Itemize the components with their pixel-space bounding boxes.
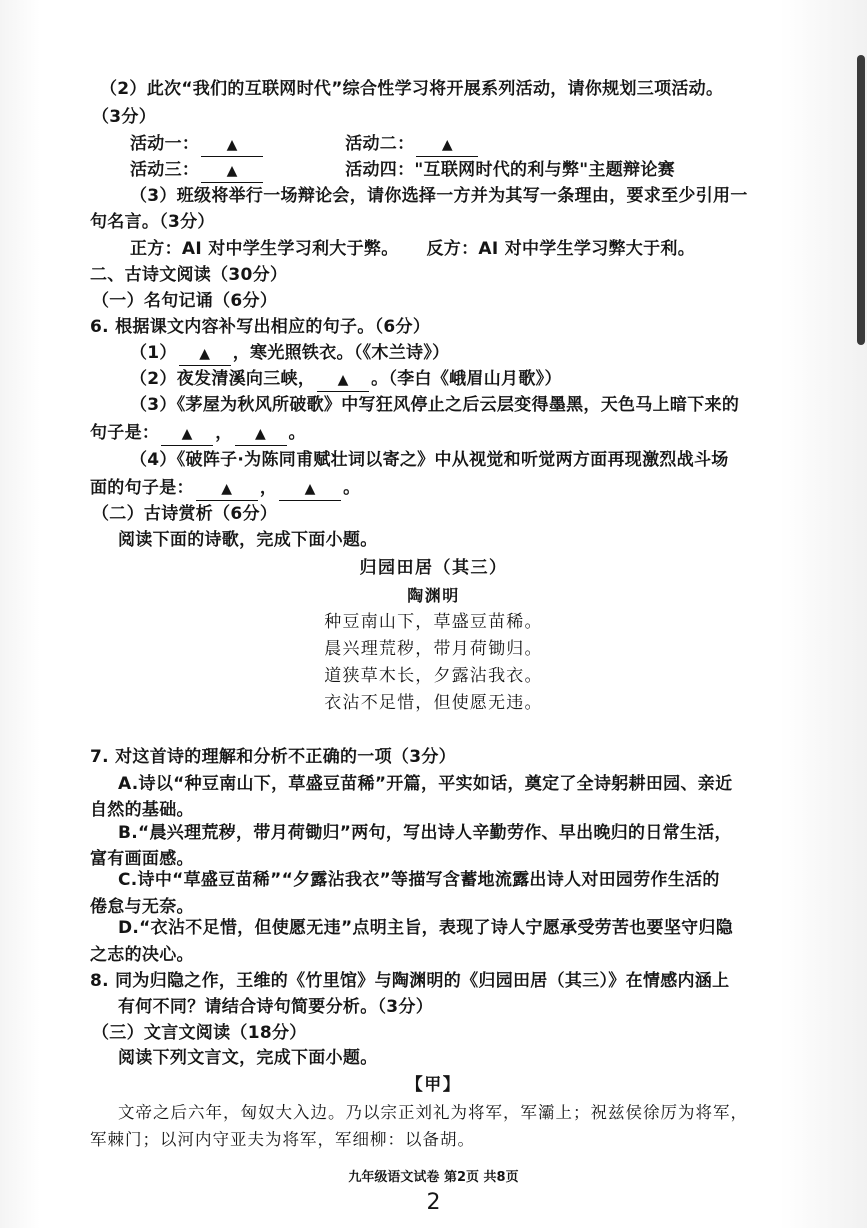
q6-stem: 6. 根据课文内容补写出相应的句子。（6分） bbox=[90, 317, 431, 337]
triangle-icon: ▲ bbox=[226, 137, 238, 153]
poem-line: 晨兴理荒秽，带月荷锄归。 bbox=[324, 639, 543, 659]
q6-2-blank[interactable] bbox=[317, 368, 369, 392]
activity-2-label: 活动二： bbox=[345, 134, 415, 154]
q7-option-a-line1: A.诗以“种豆南山下，草盛豆苗稀”开篇，平实如话，奠定了全诗躬耕田园、亲近 bbox=[118, 774, 733, 794]
q5-part3-line2: 句名言。（3分） bbox=[90, 212, 215, 232]
activity-3-blank[interactable] bbox=[201, 159, 263, 183]
q6-4a-blank[interactable] bbox=[196, 477, 258, 501]
triangle-icon: ▲ bbox=[441, 137, 453, 153]
passage-jia-line2: 军棘门；以河内守亚夫为将军，军细柳：以备胡。 bbox=[90, 1130, 475, 1149]
section2-title: 二、古诗文阅读（30分） bbox=[90, 265, 288, 285]
scrollbar[interactable] bbox=[857, 55, 865, 345]
triangle-icon: ▲ bbox=[254, 426, 267, 442]
poem-instruction: 阅读下面的诗歌，完成下面小题。 bbox=[118, 530, 378, 550]
q7-option-b-line2: 富有画面感。 bbox=[90, 849, 194, 869]
q7-option-d-line2: 之志的决心。 bbox=[90, 945, 194, 965]
q6-item2: （2）夜发清溪向三峡， ▲ 。（李白《峨眉山月歌》） bbox=[130, 366, 562, 392]
q7-option-b-line1: B.“晨兴理荒秽，带月荷锄归”两句，写出诗人辛勤劳作、早出晚归的日常生活， bbox=[118, 823, 732, 843]
poem-line: 种豆南山下，草盛豆苗稀。 bbox=[324, 612, 543, 632]
activity-1-label: 活动一： bbox=[130, 134, 200, 154]
q5-part3-line1: （3）班级将举行一场辩论会，请你选择一方并为其写一条理由，要求至少引用一 bbox=[130, 186, 748, 206]
activity-2-blank[interactable] bbox=[416, 133, 478, 157]
q8-line1: 8. 同为归隐之作，王维的《竹里馆》与陶渊明的《归园田居（其三）》在情感内涵上 bbox=[90, 971, 730, 991]
q8-line2: 有何不同？请结合诗句简要分析。（3分） bbox=[118, 997, 434, 1017]
triangle-icon: ▲ bbox=[226, 163, 238, 179]
q6-4b-blank[interactable] bbox=[279, 477, 341, 501]
q6-item4-line2: 面的句子是： ▲ ， ▲ 。 bbox=[90, 475, 360, 501]
poem-title: 归园田居（其三） bbox=[359, 558, 508, 578]
q6-item4-line1: （4）《破阵子·为陈同甫赋壮词以寄之》中从视觉和听觉两方面再现激烈战斗场 bbox=[130, 450, 729, 470]
triangle-icon: ▲ bbox=[221, 481, 233, 497]
page-number: 2 bbox=[426, 1190, 441, 1215]
triangle-icon: ▲ bbox=[199, 346, 211, 362]
activity-4-text: 活动四："互联网时代的利与弊"主题辩论赛 bbox=[345, 160, 675, 180]
section2-sub2: （二）古诗赏析（6分） bbox=[92, 504, 278, 524]
q7-stem: 7. 对这首诗的理解和分析不正确的一项（3分） bbox=[90, 747, 456, 767]
passage-jia-label: 【甲】 bbox=[405, 1075, 462, 1095]
q6-3a-blank[interactable] bbox=[161, 422, 213, 446]
q6-item1: （1） ▲ ，寒光照铁衣。（《木兰诗》） bbox=[130, 340, 449, 366]
triangle-icon: ▲ bbox=[337, 372, 349, 388]
q5-activity-row1 bbox=[130, 131, 480, 157]
q7-option-c-line1: C.诗中“草盛豆苗稀”“夕露沾我衣”等描写含蓄地流露出诗人对田园劳作生活的 bbox=[118, 870, 720, 890]
q7-option-a-line2: 自然的基础。 bbox=[90, 800, 194, 820]
poem-author: 陶渊明 bbox=[407, 586, 460, 605]
classical-instruction: 阅读下列文言文，完成下面小题。 bbox=[118, 1048, 378, 1068]
poem-line: 道狭草木长，夕露沾我衣。 bbox=[324, 666, 543, 686]
triangle-icon: ▲ bbox=[181, 426, 193, 442]
activity-3-label: 活动三： bbox=[130, 160, 200, 180]
triangle-icon: ▲ bbox=[304, 481, 316, 497]
activity-1-blank[interactable] bbox=[201, 133, 263, 157]
section2-sub1: （一）名句记诵（6分） bbox=[92, 291, 278, 311]
section3-sub3: （三）文言文阅读（18分） bbox=[92, 1023, 307, 1043]
q6-1-blank[interactable] bbox=[179, 342, 231, 366]
q6-3b-blank[interactable] bbox=[235, 422, 287, 446]
page-footer: 九年级语文试卷 第2页 共8页 bbox=[348, 1170, 519, 1185]
q5-part2-score: （3分） bbox=[92, 107, 157, 127]
q5-part2-line1: （2）此次“我们的互联网时代”综合性学习将开展系列活动，请你规划三项活动。 bbox=[100, 79, 724, 99]
q7-option-d-line1: D.“衣沾不足惜，但使愿无违”点明主旨，表现了诗人宁愿承受劳苦也要坚守归隐 bbox=[118, 918, 734, 938]
q5-activity-row2 bbox=[130, 157, 675, 183]
passage-jia-line1: 文帝之后六年，匈奴大入边。乃以宗正刘礼为将军，军灞上；祝兹侯徐厉为将军， bbox=[118, 1103, 748, 1122]
q7-option-c-line2: 倦怠与无奈。 bbox=[90, 897, 194, 917]
con-side: 反方：AI 对中学生学习弊大于利。 bbox=[426, 239, 695, 259]
q6-item3-line1: （3）《茅屋为秋风所破歌》中写狂风停止之后云层变得墨黑，天色马上暗下来的 bbox=[130, 395, 740, 415]
pro-side: 正方：AI 对中学生学习利大于弊。 bbox=[130, 239, 399, 259]
debate-sides bbox=[130, 236, 695, 262]
poem-line: 衣沾不足惜，但使愿无违。 bbox=[324, 693, 543, 713]
q6-item3-line2: 句子是： ▲ ， ▲ 。 bbox=[90, 420, 306, 446]
